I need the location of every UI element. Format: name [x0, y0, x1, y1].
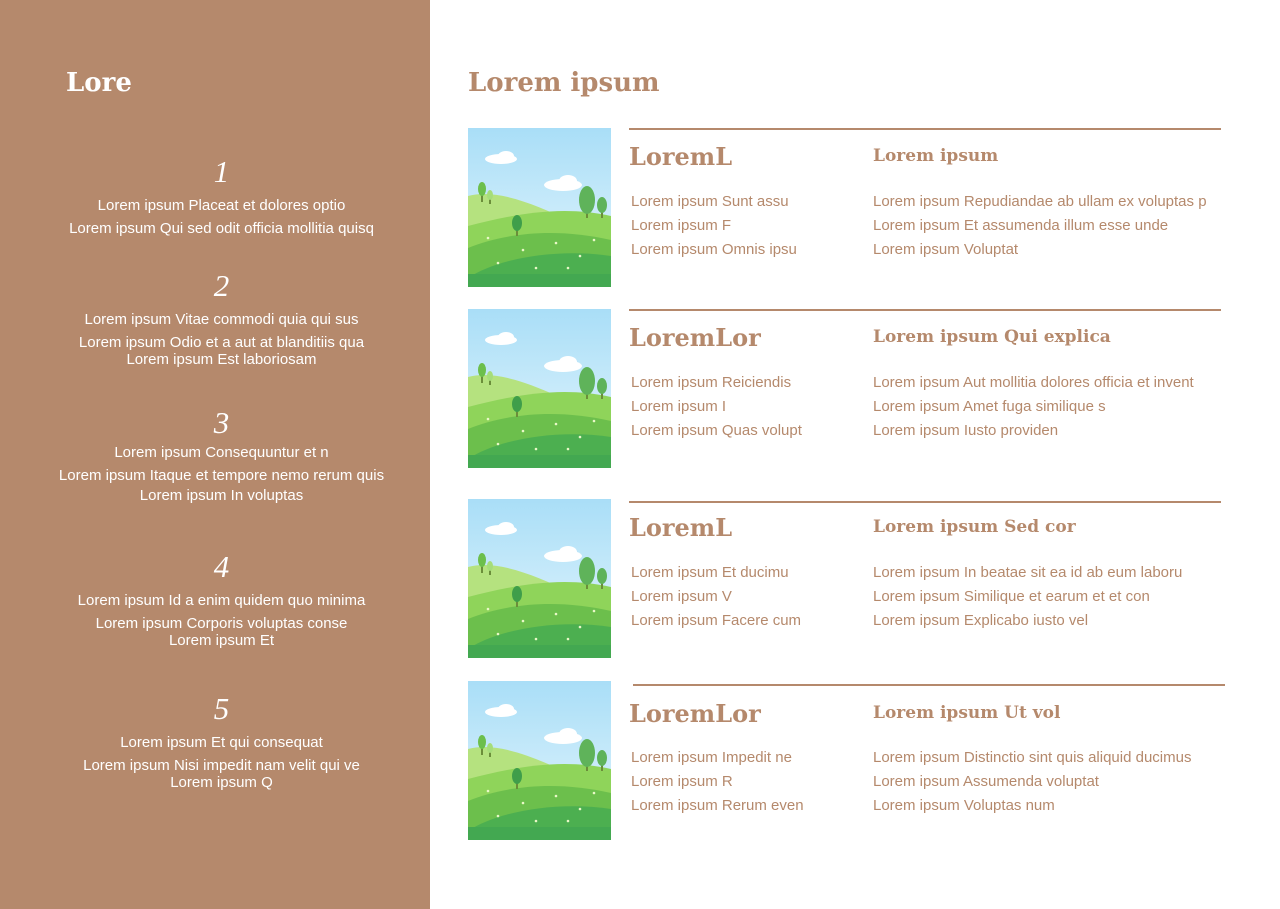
step-text: Lorem ipsum Nisi impedit nam velit qui ve [83, 757, 360, 774]
row-subheading: Lorem ipsum Qui explica [873, 327, 1111, 347]
list-item: Lorem ipsum I [631, 398, 727, 415]
list-item: Lorem ipsum F [631, 217, 732, 234]
list-item: Lorem ipsum Rerum even [631, 797, 804, 814]
list-item: Lorem ipsum Facere cum [631, 612, 802, 629]
list-left [631, 746, 861, 818]
list-item: Lorem ipsum Omnis ipsu [631, 241, 797, 258]
list-item: Lorem ipsum Et ducimu [631, 564, 789, 581]
row-heading: LoremLor [629, 699, 761, 728]
step-number: 1 [213, 154, 230, 189]
step-text: Lorem ipsum Est laboriosam [126, 351, 317, 368]
list-left [631, 190, 861, 262]
list-item: Lorem ipsum R [631, 773, 733, 790]
row-heading: LoremLor [629, 323, 761, 352]
content-row [0, 681, 1280, 841]
landscape-image [468, 681, 611, 840]
step-text: Lorem ipsum Qui sed odit officia mollitia quisq [69, 220, 374, 237]
list-item: Lorem ipsum Voluptat [873, 241, 1019, 258]
step-text: Lorem ipsum Placeat et dolores optio [97, 197, 346, 214]
content-row [0, 309, 1280, 469]
step-text: Lorem ipsum Vitae commodi quia qui sus [84, 311, 359, 328]
page-title: Lorem ipsum [468, 68, 660, 98]
list-item: Lorem ipsum Distinctio sint quis aliquid ducimus [873, 749, 1192, 766]
list-item: Lorem ipsum V [631, 588, 732, 605]
step-text: Lorem ipsum Q [170, 774, 273, 791]
list-item: Lorem ipsum Aut mollitia dolores officia et invent [873, 374, 1194, 391]
list-item: Lorem ipsum Amet fuga similique s [873, 398, 1106, 415]
row-heading: LoremL [629, 142, 733, 171]
row-heading: LoremL [629, 513, 733, 542]
step-number: 4 [213, 549, 230, 584]
landscape-image [468, 499, 611, 658]
step-text: Lorem ipsum Odio et a aut at blanditiis qua [78, 334, 365, 351]
list-item: Lorem ipsum Quas volupt [631, 422, 802, 439]
list-right [873, 746, 1218, 818]
list-item: Lorem ipsum Repudiandae ab ullam ex voluptas p [873, 193, 1207, 210]
divider [629, 128, 1221, 130]
step-number: 5 [213, 691, 230, 726]
list-item: Lorem ipsum Similique et earum et et con [873, 588, 1150, 605]
row-subheading: Lorem ipsum Ut vol [873, 703, 1061, 723]
row-subheading: Lorem ipsum [873, 146, 999, 166]
list-right [873, 190, 1218, 262]
list-item: Lorem ipsum Sunt assu [631, 193, 789, 210]
step-text: Lorem ipsum Id a enim quidem quo minima [77, 592, 366, 609]
landscape-image [468, 309, 611, 468]
divider [629, 501, 1221, 503]
list-item: Lorem ipsum Voluptas num [873, 797, 1055, 814]
list-item: Lorem ipsum Explicabo iusto vel [873, 612, 1089, 629]
step-number: 3 [213, 405, 230, 440]
list-item: Lorem ipsum Impedit ne [631, 749, 792, 766]
content-row [0, 128, 1280, 288]
sidebar-title: Lore [66, 68, 132, 98]
step-text: Lorem ipsum Corporis voluptas conse [95, 615, 348, 632]
step-number: 2 [213, 268, 230, 303]
divider [629, 309, 1221, 311]
step-text: Lorem ipsum Et [168, 632, 275, 649]
list-item: Lorem ipsum Assumenda voluptat [873, 773, 1099, 790]
list-right [873, 561, 1218, 633]
content-row [0, 499, 1280, 659]
step-text: Lorem ipsum Itaque et tempore nemo rerum quis [58, 467, 385, 484]
list-item: Lorem ipsum Et assumenda illum esse unde [873, 217, 1169, 234]
step-text: Lorem ipsum In voluptas [139, 487, 304, 504]
list-item: Lorem ipsum Reiciendis [631, 374, 792, 391]
list-left [631, 561, 861, 633]
row-subheading: Lorem ipsum Sed cor [873, 517, 1076, 537]
divider [633, 684, 1225, 686]
list-right [873, 371, 1218, 443]
list-item: Lorem ipsum Iusto providen [873, 422, 1059, 439]
list-left [631, 371, 861, 443]
step-text: Lorem ipsum Et qui consequat [120, 734, 323, 751]
step-text: Lorem ipsum Consequuntur et n [114, 444, 329, 461]
landscape-image [468, 128, 611, 287]
list-item: Lorem ipsum In beatae sit ea id ab eum laboru [873, 564, 1183, 581]
